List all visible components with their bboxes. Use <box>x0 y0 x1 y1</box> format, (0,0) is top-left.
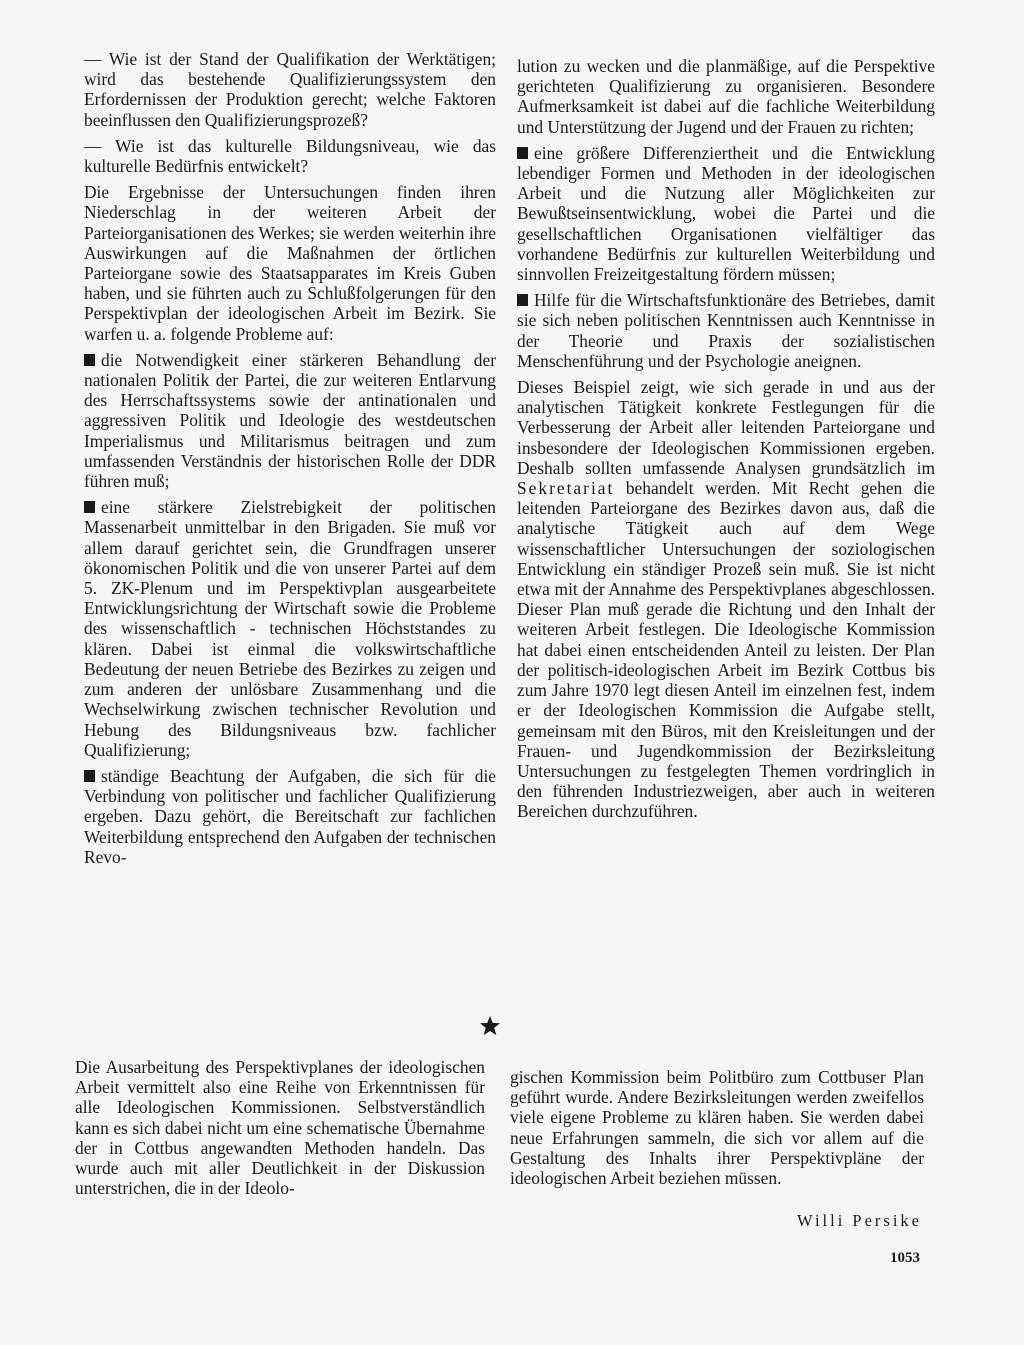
bullet-text: eine stärkere Zielstrebigkeit der politischen Massenarbeit unmittelbar in den Brigaden. Sie muß vor allem darauf gerichtet sein, die Grundfragen unserer ökonomischen Politik und die von unserer Partei auf dem 5. ZK-Plenum und im Perspektivplan ausgearbeitete Entwicklungsrichtung der Wirtschaft sowie die Probleme des wissenschaftlich - technischen Höchststandes zu klären. Dabei ist einmal die volkswirtschaftliche Bedeutung der neuen Betriebe des Bezirkes zu zeigen und zum anderen der unlösbare Zusammenhang und die Wechselwirkung zwischen technischer Revolution und Hebung des Bildungsniveaus bzw. fachlicher Qualifizierung; <box>84 497 496 760</box>
bullet-paragraph <box>517 290 935 371</box>
body-paragraph <box>517 377 935 821</box>
bullet-paragraph <box>84 766 496 867</box>
author-signature: Willi Persike <box>797 1211 922 1230</box>
column-left-top <box>84 49 496 873</box>
square-bullet-icon <box>84 770 95 782</box>
question-paragraph: — Wie ist das kulturelle Bildungsniveau, wie das kulturelle Bedürfnis entwickelt? <box>84 135 496 177</box>
square-bullet-icon <box>84 501 95 513</box>
star-separator-icon <box>479 1015 501 1037</box>
body-paragraph: Die Ausarbeitung des Perspektivplanes der ideologischen Arbeit vermittelt also eine Reihe von Erkenntnissen für alle Ideologischen Kommissionen. Selbstverständlich kann es sich dabei nicht um eine schematische Übernahme der in Cottbus angewandten Methoden handeln. Das wurde auch mit aller Deutlichkeit in der Diskussion unterstrichen, die in der Ideolo- <box>75 1057 485 1199</box>
column-right-bottom <box>510 1067 924 1194</box>
bullet-text: Hilfe für die Wirtschaftsfunktionäre des Betriebes, damit sie sich neben politischen Kenntnissen auch Kenntnisse in der Theorie und Praxis der sozialistischen Menschenführung und der Psychologie aneignen. <box>517 290 935 371</box>
question-paragraph: — Wie ist der Stand der Qualifikation der Werktätigen; wird das bestehende Qualifizierungssystem den Erfordernissen der Produktion gerecht; welche Faktoren beeinflussen den Qualifizierungsprozeß? <box>84 49 496 130</box>
column-right-top <box>517 56 935 828</box>
square-bullet-icon <box>84 354 95 366</box>
column-left-bottom <box>75 1057 485 1204</box>
body-paragraph: Die Ergebnisse der Untersuchungen finden ihren Niederschlag in der weiteren Arbeit der Parteiorganisationen des Werkes; sie werden weiterhin ihre Auswirkungen auf die Maßnahmen der örtlichen Parteiorgane sowie des Staatsapparates im Kreis Guben haben, und sie führten auch zu Schlußfolgerungen für den Perspektivplan der ideologischen Arbeit im Bezirk. Sie warfen u. a. folgende Probleme auf: <box>84 182 496 344</box>
bullet-text: ständige Beachtung der Aufgaben, die sich für die Verbindung von politischer und fachlicher Qualifizierung ergeben. Dazu gehört, die Bereitschaft zur fachlichen Weiterbildung entsprechend den Aufgaben der technischen Revo- <box>84 765 496 867</box>
spaced-emphasis: Sekretariat <box>517 478 615 499</box>
bullet-text: die Notwendigkeit einer stärkeren Behandlung der nationalen Politik der Partei, die zur weiteren Entlarvung des Herrschaftssystems sowie der antinationalen und aggressiven Politik und Ideologie des westdeutschen Imperialismus und Militarismus beitragen und zum umfassenden Verständnis der historischen Rolle der DDR führen muß; <box>84 349 496 492</box>
continued-paragraph: lution zu wecken und die planmäßige, auf die Perspektive gerichteten Qualifizierung zu organisieren. Besondere Aufmerksamkeit ist dabei auf die fachliche Weiterbildung und Unterstützung der Jugend und der Frauen zu richten; <box>517 56 935 137</box>
bullet-text: eine größere Differenziertheit und die Entwicklung lebendiger Formen und Methoden in der ideologischen Arbeit und die Nutzung aller Möglichkeiten zur Bewußtseinsentwicklung, wobei die Partei und die gesellschaftlichen Organisationen vielfältiger das vorhandene Bedürfnis zur kulturellen Weiterbildung und sinnvollen Freizeitgestaltung fördern müssen; <box>517 142 935 285</box>
square-bullet-icon <box>517 294 528 306</box>
bullet-paragraph <box>84 350 496 491</box>
bullet-paragraph <box>84 497 496 760</box>
body-paragraph: gischen Kommission beim Politbüro zum Cottbuser Plan geführt wurde. Andere Bezirksleitungen werden zweifellos viele eigene Probleme zu klären haben. Sie werden dabei neue Erfahrungen sammeln, die sich vor allem auf die Gestaltung des Inhalts ihrer Perspektivpläne der ideologischen Arbeit beziehen müssen. <box>510 1067 924 1189</box>
bullet-paragraph <box>517 143 935 284</box>
square-bullet-icon <box>517 147 528 159</box>
page-number: 1053 <box>890 1250 920 1266</box>
text-segment: behandelt werden. Mit Recht gehen die leitenden Parteiorgane des Bezirkes davon aus, daß die analytische Tätigkeit auch auf dem Wege wissenschaftlicher Untersuchungen der soziologischen Entwicklung ein ständiger Prozeß sein muß. Sie ist nicht etwa mit der Annahme des Perspektivplanes abgeschlossen. Dieser Plan muß gerade die Richtung und den Inhalt der weiteren Arbeit festlegen. Die Ideologische Kommission hat dabei einen entscheidenden Anteil zu leisten. Der Plan der politisch-ideologischen Arbeit im Bezirk Cottbus bis zum Jahre 1970 legt diesen Anteil im einzelnen fest, indem er der Ideologischen Kommission die Aufgabe stellt, gemeinsam mit den Büros, mit den Kreisleitungen und der Frauen- und Jugendkommission der Bezirksleitung Untersuchungen zu festgelegten Themen vordringlich in den führenden Industriezweigen, aber auch in weiteren Bereichen durchzuführen. <box>517 478 935 822</box>
text-segment: Dieses Beispiel zeigt, wie sich gerade in und aus der analytischen Tätigkeit konkrete Festlegungen für die Verbesserung der Arbeit aller leitenden Parteiorgane und insbesondere der Ideologischen Kommissionen ergeben. Deshalb sollten umfassende Analysen grundsätzlich im <box>517 377 935 478</box>
